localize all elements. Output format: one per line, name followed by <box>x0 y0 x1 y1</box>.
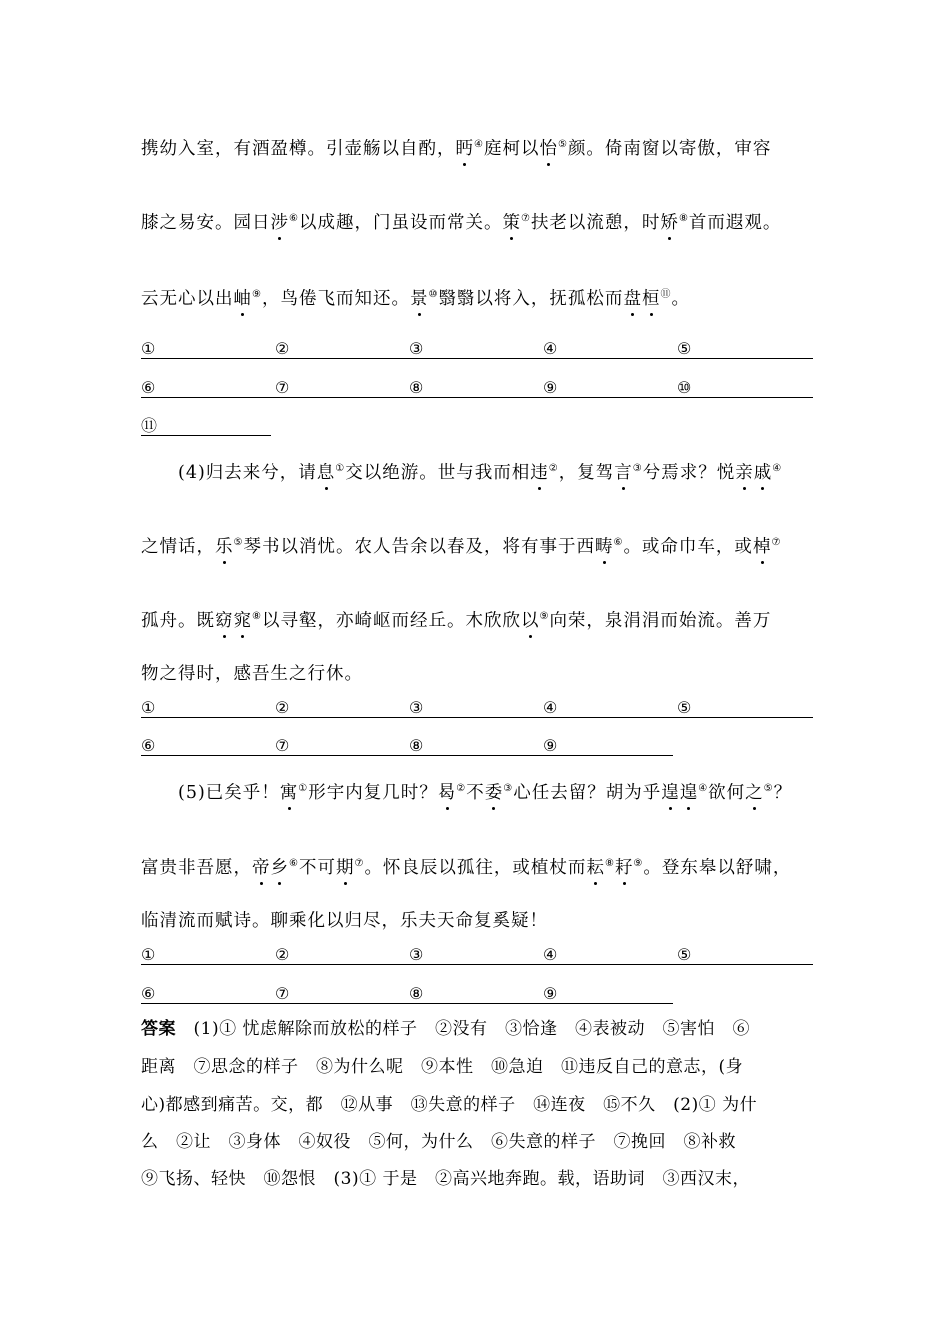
text-run: 物之得时，感吾生之行休。 <box>141 664 363 684</box>
blank-number: ⑤ <box>677 339 692 358</box>
blank-number: ⑨ <box>543 984 558 1003</box>
note-marker: ⑪ <box>660 289 672 301</box>
emphasized-char: 帝 <box>252 858 271 878</box>
answer-blank[interactable] <box>677 338 813 359</box>
text-run: 不可 <box>298 858 336 878</box>
emphasized-char: 寓 <box>279 783 299 803</box>
answer-blank[interactable] <box>409 944 543 965</box>
emphasized-char: 桓 <box>641 289 661 309</box>
text-run: 首而遐观。 <box>688 213 782 233</box>
text-run: 携幼入室，有酒盈樽。引壶觞以自酌， <box>141 139 456 159</box>
text-run: 扶老以流憩，时 <box>530 213 661 233</box>
blank-number: ③ <box>409 698 424 717</box>
emphasized-char: 以 <box>520 611 540 631</box>
note-marker: ⑥ <box>613 537 624 549</box>
passage-line <box>178 781 858 805</box>
passage-line <box>141 856 821 880</box>
answer-blank[interactable] <box>141 415 271 436</box>
emphasized-char: 窈 <box>215 611 234 631</box>
answer-blank[interactable] <box>677 377 813 398</box>
emphasized-char: 遑 <box>679 783 699 803</box>
answer-blank[interactable] <box>141 735 275 756</box>
note-marker: ⑧ <box>252 611 262 623</box>
text-run: 兮焉求？悦 <box>642 463 736 483</box>
text-run: 不 <box>466 783 485 803</box>
note-marker: ⑦ <box>520 213 531 225</box>
answer-blank[interactable] <box>543 697 677 718</box>
blank-number: ⑦ <box>275 984 290 1003</box>
note-marker: ⑧ <box>604 858 615 870</box>
blank-number: ⑦ <box>275 736 290 755</box>
answer-blank[interactable] <box>141 338 275 359</box>
text-run: 膝之易安。园日 <box>141 213 271 233</box>
note-marker: ④ <box>698 783 709 795</box>
text-run: 。登东皋以舒啸， <box>643 858 792 878</box>
answer-text: 么 ②让 ③身体 ④奴役 ⑤何，为什么 ⑥失意的样子 ⑦挽回 ⑧补救 <box>141 1132 736 1152</box>
text-run: 向荣，泉涓涓而始流。善万 <box>549 611 772 631</box>
answer-line <box>141 1054 821 1080</box>
note-marker: ⑨ <box>252 289 262 301</box>
passage-line <box>141 287 821 311</box>
text-run: 。 <box>671 289 690 309</box>
answer-blank[interactable] <box>677 944 813 965</box>
answer-blank[interactable] <box>409 735 543 756</box>
text-run: 临清流而赋诗。聊乘化以归尽，乐夫天命复奚疑！ <box>141 911 548 931</box>
blank-number: ⑧ <box>409 378 424 397</box>
text-run: 。或命巾车，或 <box>623 537 753 557</box>
emphasized-char: 怡 <box>539 139 558 159</box>
text-run: 孤舟。既 <box>141 611 215 631</box>
note-marker: ⑧ <box>678 213 689 225</box>
text-run: 云无心以出 <box>141 289 234 309</box>
note-marker: ③ <box>632 463 643 475</box>
answer-blank[interactable] <box>543 377 677 398</box>
blank-number: ⑥ <box>141 984 156 1003</box>
note-marker: ⑦ <box>771 537 782 549</box>
blank-number: ⑧ <box>409 736 424 755</box>
answer-blank[interactable] <box>543 735 673 756</box>
answer-blank[interactable] <box>409 338 543 359</box>
note-marker: ⑥ <box>289 858 299 870</box>
answer-blank[interactable] <box>543 338 677 359</box>
answer-blank[interactable] <box>275 983 409 1004</box>
emphasized-char: 景 <box>409 289 429 309</box>
note-marker: ⑩ <box>428 289 439 301</box>
text-run: 颜。倚南窗以寄傲，审容 <box>567 139 772 159</box>
answer-blank[interactable] <box>409 377 543 398</box>
answer-blank[interactable] <box>275 697 409 718</box>
blank-number: ⑥ <box>141 378 156 397</box>
emphasized-char: 委 <box>484 783 504 803</box>
note-marker: ⑦ <box>354 858 365 870</box>
blank-number: ② <box>275 339 290 358</box>
emphasized-char: 眄 <box>455 139 474 159</box>
answer-blank[interactable] <box>275 944 409 965</box>
note-marker: ② <box>456 783 467 795</box>
answer-line <box>141 1092 821 1118</box>
passage-line <box>178 461 858 485</box>
answer-line <box>141 1166 821 1192</box>
note-marker: ⑨ <box>633 858 644 870</box>
answer-text: 距离 ⑦思念的样子 ⑧为什么呢 ⑨本性 ⑩急迫 ⑪违反自己的意志，(身 <box>141 1057 744 1077</box>
blank-number: ③ <box>409 945 424 964</box>
emphasized-char: 耘 <box>586 858 605 878</box>
emphasized-char: 之 <box>745 783 764 803</box>
text-run: 以寻壑，亦崎岖而经丘。木欣欣 <box>261 611 521 631</box>
text-run: 庭柯以 <box>483 139 540 159</box>
emphasized-char: 遑 <box>661 783 680 803</box>
note-marker: ⑤ <box>763 783 774 795</box>
passage-line <box>141 609 821 633</box>
answer-text: (1)① 忧虑解除而放松的样子 ②没有 ③恰逢 ④表被动 ⑤害怕 ⑥ <box>176 1019 750 1039</box>
answer-blank[interactable] <box>543 944 677 965</box>
answer-text: ⑨飞扬、轻快 ⑩怨恨 (3)① 于是 ②高兴地奔跑。载，语助词 ③西汉末， <box>141 1169 750 1189</box>
text-run: 之情话， <box>141 537 215 557</box>
emphasized-char: 曷 <box>437 783 457 803</box>
emphasized-char: 违 <box>530 463 549 483</box>
emphasized-char: 言 <box>614 463 633 483</box>
blank-number: ① <box>141 945 156 964</box>
blank-number: ⑤ <box>677 945 692 964</box>
text-run: 心任去留？胡为乎 <box>513 783 662 803</box>
text-run: 欲何 <box>708 783 746 803</box>
emphasized-char: 息 <box>316 463 336 483</box>
emphasized-char: 亲 <box>735 463 754 483</box>
text-run: ？ <box>773 783 793 803</box>
note-marker: ④ <box>474 139 484 151</box>
text-run: (5)已矣乎！ <box>178 783 280 803</box>
emphasized-char: 岫 <box>233 289 252 309</box>
blank-number: ① <box>141 698 156 717</box>
text-run: 。怀良辰以孤往，或植杖而 <box>364 858 587 878</box>
note-marker: ② <box>548 463 559 475</box>
blank-number: ⑨ <box>543 736 558 755</box>
blank-number: ① <box>141 339 156 358</box>
emphasized-char: 棹 <box>752 537 772 557</box>
answer-blank[interactable] <box>409 983 543 1004</box>
blank-number: ⑪ <box>141 416 158 435</box>
text-run: 翳翳以将入，抚孤松而 <box>438 289 624 309</box>
blank-number: ③ <box>409 339 424 358</box>
text-run: 富贵非吾愿， <box>141 858 252 878</box>
blank-number: ⑤ <box>677 698 692 717</box>
answer-blank[interactable] <box>141 983 275 1004</box>
answer-blank[interactable] <box>677 697 813 718</box>
answer-blank[interactable] <box>141 377 275 398</box>
note-marker: ⑥ <box>289 213 299 225</box>
emphasized-char: 涉 <box>270 213 289 233</box>
emphasized-char: 畴 <box>594 537 614 557</box>
answer-label: 答案 <box>141 1019 176 1039</box>
emphasized-char: 乡 <box>270 858 289 878</box>
text-run: (4)归去来兮，请 <box>178 463 317 483</box>
answer-blank[interactable] <box>141 697 275 718</box>
emphasized-char: 策 <box>502 213 521 233</box>
blank-number: ⑥ <box>141 736 156 755</box>
emphasized-char: 戚 <box>753 463 773 483</box>
text-run: 交以绝游。世与我而相 <box>345 463 531 483</box>
emphasized-char: 乐 <box>215 537 234 557</box>
text-run: 以成趣，门虽设而常关。 <box>298 213 503 233</box>
text-run: 形宇内复几时？ <box>308 783 438 803</box>
text-run: ，复驾 <box>558 463 615 483</box>
note-marker: ① <box>298 783 309 795</box>
answer-text: 心)都感到痛苦。交，都 ⑫从事 ⑬失意的样子 ⑭连夜 ⑮不久 (2)① 为什 <box>141 1095 758 1115</box>
blank-number: ⑩ <box>677 378 692 397</box>
answer-line <box>141 1016 821 1042</box>
note-marker: ⑤ <box>233 537 244 549</box>
note-marker: ③ <box>503 783 514 795</box>
emphasized-char: 期 <box>335 858 355 878</box>
emphasized-char: 矫 <box>660 213 679 233</box>
emphasized-char: 盘 <box>623 289 642 309</box>
blank-number: ④ <box>543 698 558 717</box>
note-marker: ⑨ <box>539 611 550 623</box>
passage-line <box>141 535 821 559</box>
emphasized-char: 耔 <box>614 858 634 878</box>
answer-blank[interactable] <box>141 944 275 965</box>
passage-line <box>141 137 821 161</box>
blank-number: ② <box>275 945 290 964</box>
note-marker: ① <box>335 463 346 475</box>
text-run: ，鸟倦飞而知还。 <box>261 289 410 309</box>
blank-number: ④ <box>543 945 558 964</box>
passage-line <box>141 909 821 933</box>
answer-blank[interactable] <box>275 338 409 359</box>
passage-line <box>141 211 821 235</box>
answer-blank[interactable] <box>543 983 673 1004</box>
answer-blank[interactable] <box>409 697 543 718</box>
emphasized-char: 窕 <box>233 611 252 631</box>
answer-blank[interactable] <box>275 735 409 756</box>
blank-number: ④ <box>543 339 558 358</box>
blank-number: ⑦ <box>275 378 290 397</box>
blank-number: ② <box>275 698 290 717</box>
answer-blank[interactable] <box>275 377 409 398</box>
blank-number: ⑨ <box>543 378 558 397</box>
passage-line <box>141 662 821 686</box>
blank-number: ⑧ <box>409 984 424 1003</box>
note-marker: ④ <box>772 463 783 475</box>
text-run: 琴书以消忧。农人告余以春及，将有事于西 <box>243 537 595 557</box>
answer-line <box>141 1129 821 1155</box>
note-marker: ⑤ <box>557 139 568 151</box>
